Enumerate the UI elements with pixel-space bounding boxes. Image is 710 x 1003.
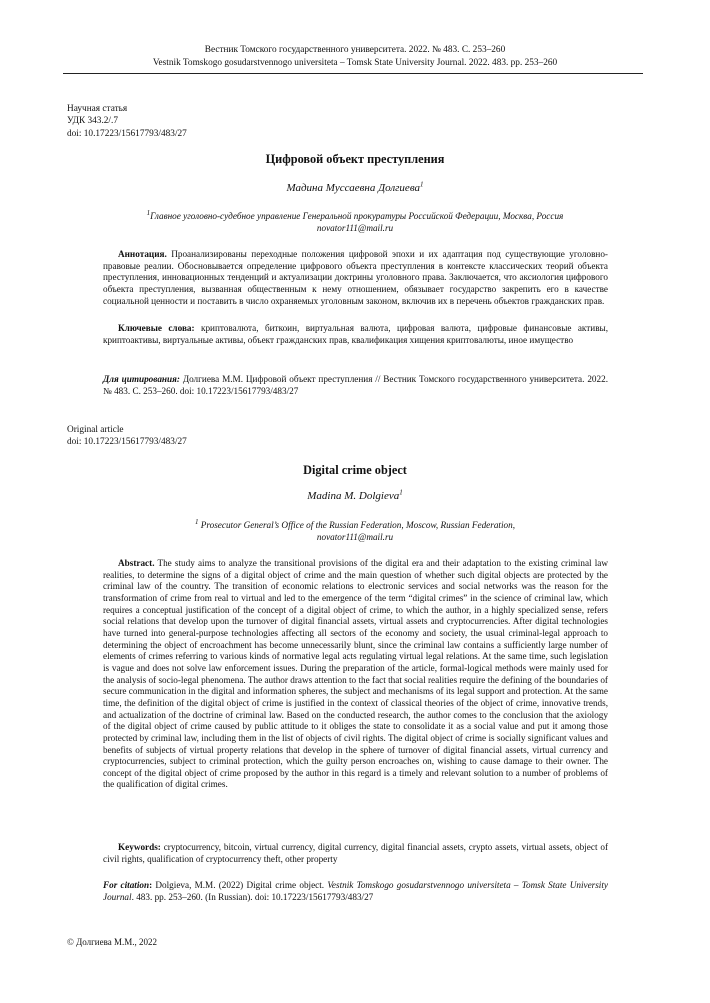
- en-keywords: [103, 842, 608, 865]
- en-citation-label: For citation: [103, 880, 150, 890]
- ru-affil-sup: 1: [146, 208, 151, 217]
- journal-header: [60, 44, 650, 70]
- ru-citation: [103, 374, 608, 397]
- en-author-sup: 1: [399, 488, 403, 497]
- en-keywords-text: cryptocurrency, bitcoin, virtual currency, digital currency, digital financial assets, crypto assets, virtual assets, object of civil rights, qualification of cryptocurrency theft, other property: [103, 842, 608, 864]
- ru-article-type: Научная статья: [67, 104, 128, 114]
- ru-title: Цифровой объект преступления: [265, 152, 445, 166]
- copyright: © Долгиева М.М., 2022: [67, 937, 157, 947]
- ru-udk: УДК 343.2/.7: [67, 116, 118, 127]
- header-rule: [63, 73, 643, 74]
- en-citation-journal: Vestnik Tomskogo gosudarstvennogo universiteta – Tomsk State University Journal: [103, 880, 608, 902]
- en-article-type: Original article: [67, 425, 124, 435]
- en-email: novator111@mail.ru: [316, 532, 394, 542]
- en-abstract-text: The study aims to analyze the transitional provisions of the digital era and their adaptation to the existing criminal law realities, to determine the signs of a digital object of crime and the main question of whether such digital objects are protected by the criminal law of the country. The transition of economic relations to electronic services and social networks was the reason for the transformation of crime from real to virtual and led to the emergence of the term “digital crimes” in the science of criminal law, which requires a conceptual justification of the concept of a digital object of crime, to which the author, in a highly specialized sense, refers social relations that develop upon the turnover of digital financial assets, virtual assets and cryptocurrencies. After digital technologies have turned into general-purpose technologies affecting all sectors of the economy and society, the usual criminal-legal approach to determining the object of encroachment has become unnecessarily blunt, since the criminal law contains a sufficiently large number of elements of crimes referring to various kinds of normative legal acts regulating virtual legal relations. At the same time, such legislation is vague and does not solve law enforcement issues. During the preparation of the article, formal-logical methods were mainly used for the analysis of socio-legal phenomena. The author draws attention to the fact that social realities require the defining of the boundaries of secure communication in the digital and information spheres, the subject and mechanisms of its legal support and protection. At the same time, the definition of the digital object of crime is justified in the context of classical theories of the object of crime, innovative trends, and actualization of the doctrine of criminal law. Based on the conducted research, the author comes to the conclusion that the axiology of the digital object of crime caused by public attitude to it obliges the state to consolidate it as a social value and put it among those protected by criminal law, including them in the list of objects of civil rights. The digital object of crime is socially significant values and benefits of subjects of virtual property relations that develop in the sphere of turnover of digital financial assets, virtual currency and cryptocurrencies, subject to criminal protection, which the guilty person encroaches on, wishing to cause damage to their owner. The concept of the digital object of crime proposed by the author in this regard is a timely and relevant solution to a number of problems of the qualification of digital crimes.: [103, 558, 608, 790]
- en-meta: [67, 424, 187, 449]
- en-affil-sup: 1: [195, 517, 199, 526]
- ru-affiliation: [80, 210, 630, 234]
- en-citation: [103, 880, 608, 903]
- en-citation-text-a: Dolgieva, M.M. (2022) Digital crime object.: [152, 880, 328, 890]
- ru-keywords-label: Ключевые слова:: [118, 323, 195, 333]
- en-author-name: Madina M. Dolgieva: [307, 490, 400, 502]
- en-abstract: [103, 558, 608, 791]
- ru-keywords: [103, 323, 608, 346]
- en-title: Digital crime object: [303, 463, 407, 477]
- ru-abstract: [103, 249, 608, 307]
- en-abstract-label: Abstract.: [118, 558, 155, 568]
- ru-citation-label: Для цитирования:: [103, 374, 180, 384]
- en-citation-colon: :: [149, 880, 153, 890]
- ru-author-sup: 1: [420, 180, 424, 189]
- en-doi: doi: 10.17223/15617793/483/27: [67, 437, 187, 448]
- en-keywords-label: Keywords:: [118, 842, 161, 852]
- ru-doi: doi: 10.17223/15617793/483/27: [67, 128, 187, 139]
- ru-meta: [67, 103, 187, 140]
- ru-keywords-text: криптовалюта, биткоин, виртуальная валюта, цифровая валюта, цифровые финансовые активы, криптоактивы, виртуальные активы, объект гражданских прав, квалификация хищения криптовалюты, иное имущество: [103, 323, 609, 345]
- en-citation-text-b: . 483. pp. 253–260. (In Russian). doi: 10.17223/15617793/483/27: [131, 891, 374, 902]
- journal-header-en: Vestnik Tomskogo gosudarstvennogo universiteta – Tomsk State University Journal. 2022. 483. pp. 253–260: [152, 58, 558, 68]
- ru-author-name: Мадина Муссаевна Долгиева: [286, 182, 421, 194]
- ru-affil-text: Главное уголовно-судебное управление Генеральной прокуратуры Российской Федерации, Москва, Россия: [150, 211, 564, 221]
- ru-abstract-label: Аннотация.: [118, 249, 167, 259]
- ru-abstract-text: Проанализированы переходные положения цифровой эпохи и их адаптация под существующие уголовно-правовые реалии. Обосновывается определение цифрового объекта преступления в контексте классических теорий объекта преступления, инновационных тенденций и актуализации доктрины уголовного права. Заключается, что аксиология цифрового объекта преступления, вызванная общественным к нему отношением, обязывает государство закрепить его в качестве социальной ценности и поставить в число охраняемых уголовным законом, включив их в перечень объектов гражданских прав.: [103, 249, 608, 306]
- en-affiliation: [80, 519, 630, 543]
- en-author: [60, 490, 650, 502]
- ru-author: [60, 182, 650, 194]
- journal-header-ru: Вестник Томского государственного университета. 2022. № 483. С. 253–260: [204, 45, 506, 55]
- en-affil-text: Prosecutor General’s Office of the Russian Federation, Moscow, Russian Federation,: [200, 520, 515, 530]
- ru-citation-text: Долгиева М.М. Цифровой объект преступления // Вестник Томского государственного университета. 2022. № 483. С. 253–260. doi: 10.17223/15617793/483/27: [103, 374, 608, 396]
- ru-email: novator111@mail.ru: [316, 223, 394, 233]
